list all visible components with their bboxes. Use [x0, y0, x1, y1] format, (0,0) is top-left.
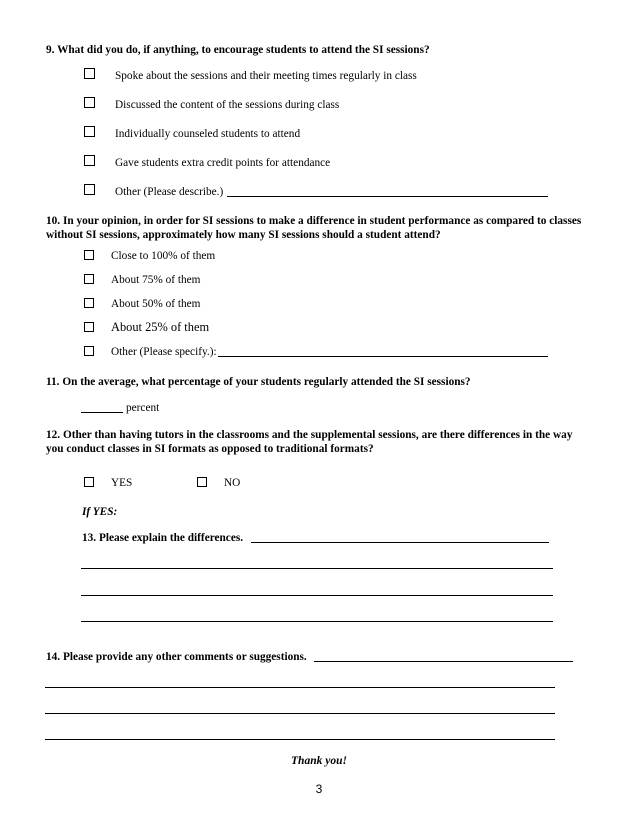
q10-option-2-label: About 75% of them [111, 274, 201, 286]
q10-option-1-checkbox[interactable] [84, 250, 94, 260]
q9-option-3-label: Individually counseled students to attend [115, 128, 301, 140]
q10-other-specify-line[interactable] [218, 356, 548, 357]
question-13-text: 13. Please explain the differences. [82, 532, 244, 544]
q14-answer-line-3[interactable] [45, 713, 555, 714]
q12-no-label: NO [224, 477, 241, 489]
q9-option-5-label: Other (Please describe.) [115, 186, 224, 198]
q9-option-4-label: Gave students extra credit points for attendance [115, 157, 331, 169]
q13-answer-line-1[interactable] [251, 542, 549, 543]
q12-yes-checkbox[interactable] [84, 477, 94, 487]
q9-option-2-label: Discussed the content of the sessions during class [115, 99, 340, 111]
q10-option-3-label: About 50% of them [111, 298, 201, 310]
q9-option-1-checkbox[interactable] [84, 68, 95, 79]
q12-yes-label: YES [111, 477, 133, 489]
q9-other-describe-line[interactable] [227, 196, 548, 197]
q11-percent-blank[interactable] [81, 412, 123, 413]
q10-option-5-label: Other (Please specify.): [111, 346, 217, 358]
q13-answer-line-2[interactable] [81, 568, 553, 569]
q9-option-4-checkbox[interactable] [84, 155, 95, 166]
thank-you-text: Thank you! [291, 755, 347, 767]
q10-option-1-label: Close to 100% of them [111, 250, 216, 262]
q10-option-2-checkbox[interactable] [84, 274, 94, 284]
if-yes-label: If YES: [82, 506, 118, 518]
q13-answer-line-3[interactable] [81, 595, 553, 596]
q9-option-2-checkbox[interactable] [84, 97, 95, 108]
q9-option-1-label: Spoke about the sessions and their meeting times regularly in class [115, 70, 417, 82]
question-10-line-1: 10. In your opinion, in order for SI sessions to make a difference in student performance as compared to classes [46, 215, 582, 227]
question-12-line-2: you conduct classes in SI formats as opposed to traditional formats? [46, 443, 374, 455]
q10-option-4-label: About 25% of them [111, 320, 210, 334]
q10-option-5-checkbox[interactable] [84, 346, 94, 356]
q10-option-4-checkbox[interactable] [84, 322, 94, 332]
q13-answer-line-4[interactable] [81, 621, 553, 622]
question-10-line-2: without SI sessions, approximately how many SI sessions should a student attend? [46, 229, 441, 241]
question-11-text: 11. On the average, what percentage of your students regularly attended the SI sessions? [46, 376, 471, 388]
q10-option-3-checkbox[interactable] [84, 298, 94, 308]
q9-option-5-checkbox[interactable] [84, 184, 95, 195]
page-number: 3 [315, 782, 323, 796]
q12-no-checkbox[interactable] [197, 477, 207, 487]
q14-answer-line-4[interactable] [45, 739, 555, 740]
question-12-line-1: 12. Other than having tutors in the classrooms and the supplemental sessions, are there differences in the way [46, 429, 573, 441]
question-14-text: 14. Please provide any other comments or suggestions. [46, 651, 307, 663]
question-9-text: 9. What did you do, if anything, to encourage students to attend the SI sessions? [46, 44, 430, 56]
q9-option-3-checkbox[interactable] [84, 126, 95, 137]
q14-answer-line-2[interactable] [45, 687, 555, 688]
q11-percent-label: percent [126, 402, 160, 414]
q14-answer-line-1[interactable] [314, 661, 573, 662]
